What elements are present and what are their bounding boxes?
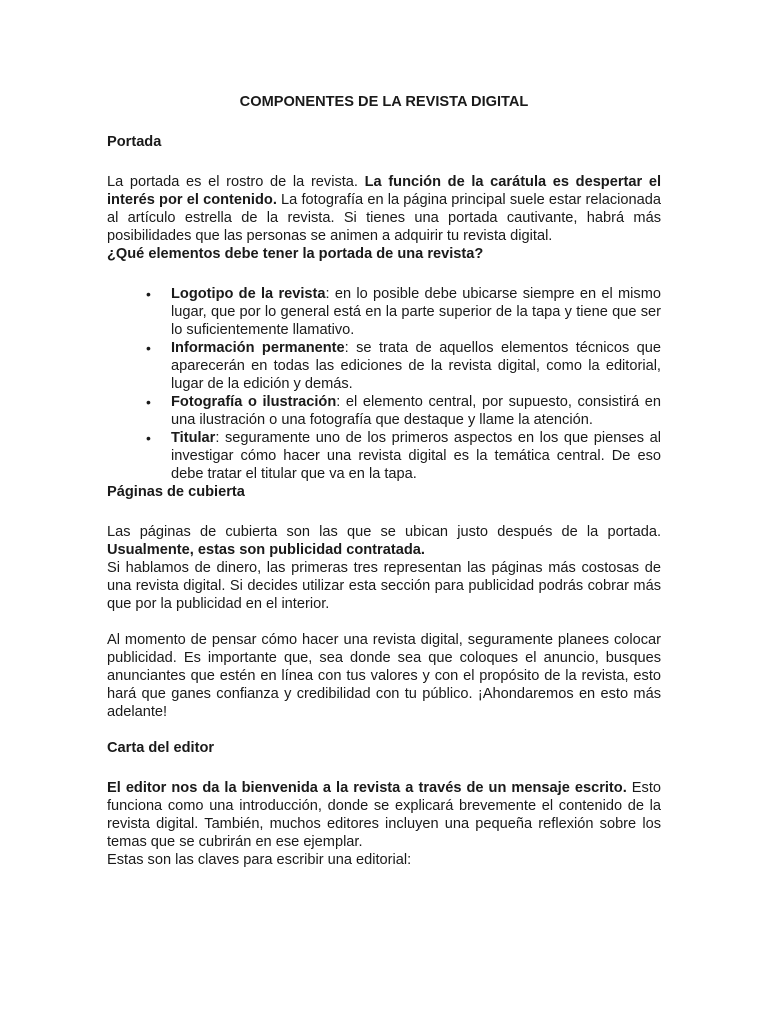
list-item [171,339,661,393]
list-item-term: Información permanente [171,340,345,356]
list-item-term: Fotografía o ilustración [171,394,337,410]
list-item-text: : se trata de aquellos elementos técnicos que aparecerán en todas las ediciones de la revista digital, como la editorial, lugar de la edición y demás. [171,340,661,392]
editor-text-bold: El editor nos da la bienvenida a la revista a través de un mensaje escrito. [107,780,627,796]
list-item [171,429,661,483]
editor-paragraph-2: Estas son las claves para escribir una editorial: [107,852,412,868]
cubierta-paragraph-2: Si hablamos de dinero, las primeras tres representan las páginas más costosas de una revista digital. Si decides utilizar esta sección para publicidad podrás cobrar más que por la publicidad en el interior. [107,560,661,612]
document-body [107,93,661,869]
cubierta-paragraph-1 [107,523,661,559]
list-item [171,285,661,339]
portada-text-intro: La portada es el rostro de la revista. [107,174,365,190]
list-item-text: : en lo posible debe ubicarse siempre en el mismo lugar, que por lo general está en la parte superior de la tapa y tiene que ser lo suficientemente llamativo. [171,286,661,338]
cubierta-text-bold: Usualmente, estas son publicidad contratada. [107,542,425,558]
portada-elements-list [107,285,661,483]
portada-paragraph [107,173,661,245]
cubierta-paragraph-3: Al momento de pensar cómo hacer una revista digital, seguramente planees colocar publicidad. Es importante que, sea donde sea que coloques el anuncio, busques anunciantes que estén en línea con tus valores y con el propósito de la revista, esto hará que ganes confianza y credibilidad con tu público. ¡Ahondaremos en esto más adelante! [107,632,661,720]
list-item-text: : el elemento central, por supuesto, consistirá en una ilustración o una fotografía que destaque y llame la atención. [171,394,661,428]
document-title: COMPONENTES DE LA REVISTA DIGITAL [239,94,529,110]
editor-paragraph-1 [107,779,661,851]
portada-text-rest: La fotografía en la página principal suele estar relacionada al artículo estrella de la revista. Si tienes una portada cautivante, habrá más posibilidades que las personas se animen a adquirir tu revista digital. [107,192,661,244]
portada-text-bold: La función de la carátula es despertar el interés por el contenido. [107,174,661,208]
cubierta-text-intro: Las páginas de cubierta son las que se ubican justo después de la portada. [107,524,661,540]
portada-question: ¿Qué elementos debe tener la portada de una revista? [107,246,484,262]
editor-text-rest: Esto funciona como una introducción, donde se explicará brevemente el contenido de la revista digital. También, muchos editores incluyen una pequeña reflexión sobre los temas que se cubrirán en ese ejemplar. [107,780,661,850]
section-heading-cubierta: Páginas de cubierta [107,484,245,500]
list-item-term: Logotipo de la revista [171,286,326,302]
list-item-text: : seguramente uno de los primeros aspectos en los que pienses al investigar cómo hacer una revista digital es la temática central. De eso debe tratar el titular que va en la tapa. [171,430,661,482]
list-item [171,393,661,429]
section-heading-portada: Portada [107,134,162,150]
section-heading-editor: Carta del editor [107,740,215,756]
list-item-term: Titular [171,430,216,446]
